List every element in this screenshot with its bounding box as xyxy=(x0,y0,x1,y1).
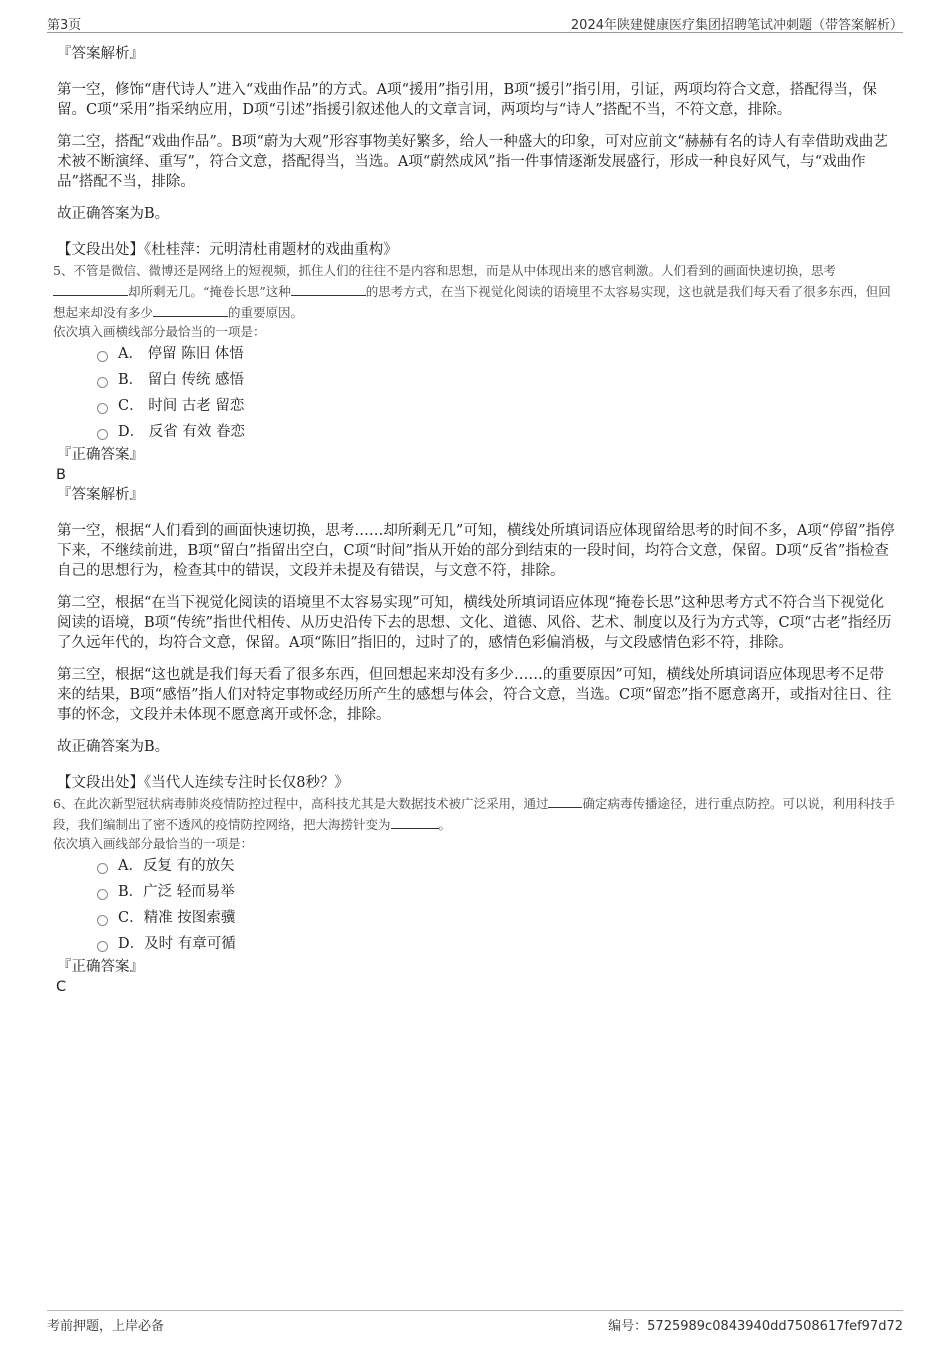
question-instruction: 依次填入画线部分最恰当的一项是： xyxy=(53,836,254,851)
analysis-paragraph: 第二空，搭配“戏曲作品”。B项“蔚为大观”形容事物美好繁多，给人一种盛大的印象，可对应前文“赫赫有名的诗人有幸借助戏曲艺术被不断演绎、重写”，符合文意，搭配得当，当选。A项“蔚然成风”指一件事情逐渐发展盛行，形成一种良好风气，与“戏曲作品”搭配不当，排除。 xyxy=(57,134,888,190)
page-footer xyxy=(47,1310,903,1335)
radio-icon[interactable] xyxy=(97,863,108,874)
radio-icon[interactable] xyxy=(97,403,108,414)
question-6-options xyxy=(97,853,897,957)
analysis-label: 『答案解析』 xyxy=(57,46,144,62)
analysis-paragraph: 第一空，修饰“唐代诗人”进入“戏曲作品”的方式。A项“援用”指引用，B项“援引”指引用，引证，两项均符合文意，搭配得当，保留。C项“采用”指采纳应用，D项“引述”指援引叙述他人的文章言词，两项均与“诗人”搭配不当，不符文意，排除。 xyxy=(57,82,877,118)
conclusion: 故正确答案为B。 xyxy=(57,206,170,222)
analysis-paragraph: 第二空，根据“在当下视觉化阅读的语境里不太容易实现”可知，横线处所填词语应体现“掩卷长思”这种思考方式不符合当下视觉化阅读的语境，B项“传统”指世代相传、从历史沿传下去的思想、文化、道德、风俗、艺术、制度以及行为方式等，C项“古老”指经历了久远年代的，均符合文意，保留。A项“陈旧”指旧的，过时了的，感情色彩偏消极，与文段感情色彩不符，排除。 xyxy=(57,595,892,651)
page-number: 第3页 xyxy=(47,18,82,33)
analysis-label: 『答案解析』 xyxy=(57,487,144,503)
conclusion: 故正确答案为B。 xyxy=(57,739,170,755)
question-5-options xyxy=(97,341,897,445)
blank-line xyxy=(53,282,128,296)
correct-answer: C xyxy=(56,979,67,995)
correct-answer-label: 『正确答案』 xyxy=(57,959,144,975)
option-d[interactable]: D．及时 有章可循 xyxy=(97,931,897,957)
radio-icon[interactable] xyxy=(97,351,108,362)
document-code: 编号：5725989c0843940dd7508617fef97d72 xyxy=(608,1319,903,1334)
question-5-stem: 5、不管是微信、微博还是网络上的短视频，抓住人们的往往不是内容和思想，而是从中体现出来的感官刺激。人们看到的画面快速切换，思考却所剩无几。“掩卷长思”这种 的思考方式，在当下视觉化阅读的语境里不太容易实现，这也就是我们每天看了很多东西，但回想起来却没有多少 的重要原因。 xyxy=(53,263,891,320)
option-a[interactable]: A．反复 有的放矢 xyxy=(97,853,897,879)
question-6-stem: 6、在此次新型冠状病毒肺炎疫情防控过程中，高科技尤其是大数据技术被广泛采用，通过 确定病毒传播途径，进行重点防控。可以说，利用科技手段，我们编制出了密不透风的疫情防控网络，把大海捞针变为 。 xyxy=(53,796,895,832)
radio-icon[interactable] xyxy=(97,377,108,388)
source-citation: 【文段出处】《当代人连续专注时长仅8秒？》 xyxy=(57,775,349,791)
blank-line xyxy=(153,303,228,317)
option-b[interactable]: B． 留白 传统 感悟 xyxy=(97,367,897,393)
option-d[interactable]: D． 反省 有效 眷恋 xyxy=(97,419,897,445)
blank-line xyxy=(291,282,366,296)
radio-icon[interactable] xyxy=(97,941,108,952)
option-c[interactable]: C．精准 按图索骥 xyxy=(97,905,897,931)
blank-line xyxy=(391,815,439,829)
question-instruction: 依次填入画横线部分最恰当的一项是： xyxy=(53,324,266,339)
document-title: 2024年陕建健康医疗集团招聘笔试冲刺题（带答案解析） xyxy=(570,18,903,33)
analysis-paragraph: 第三空，根据“这也就是我们每天看了很多东西，但回想起来却没有多少……的重要原因”可知，横线处所填词语应体现思考不足带来的结果，B项“感悟”指人们对特定事物或经历所产生的感想与体会，符合文意，当选。C项“留恋”指不愿意离开，或指对往日、往事的怀念，文段并未体现不愿意离开或怀念，排除。 xyxy=(57,667,892,723)
correct-answer-label: 『正确答案』 xyxy=(57,447,144,463)
radio-icon[interactable] xyxy=(97,915,108,926)
analysis-paragraph: 第一空，根据“人们看到的画面快速切换，思考……却所剩无几”可知，横线处所填词语应体现留给思考的时间不多，A项“停留”指停下来，不继续前进，B项“留白”指留出空白，C项“时间”指从开始的部分到结束的一段时间，均符合文意，保留。D项“反省”指检查自己的思想行为，检查其中的错误，文段并未提及有错误，与文意不符，排除。 xyxy=(57,523,895,579)
correct-answer: B xyxy=(56,467,66,483)
radio-icon[interactable] xyxy=(97,889,108,900)
footer-slogan: 考前押题，上岸必备 xyxy=(47,1319,165,1334)
source-citation: 【文段出处】《杜桂萍：元明清杜甫题材的戏曲重构》 xyxy=(57,242,398,258)
radio-icon[interactable] xyxy=(97,429,108,440)
page-header xyxy=(47,10,903,33)
option-b[interactable]: B．广泛 轻而易举 xyxy=(97,879,897,905)
option-a[interactable]: A． 停留 陈旧 体悟 xyxy=(97,341,897,367)
page-content xyxy=(53,44,897,997)
blank-line xyxy=(548,794,582,808)
option-c[interactable]: C． 时间 古老 留恋 xyxy=(97,393,897,419)
